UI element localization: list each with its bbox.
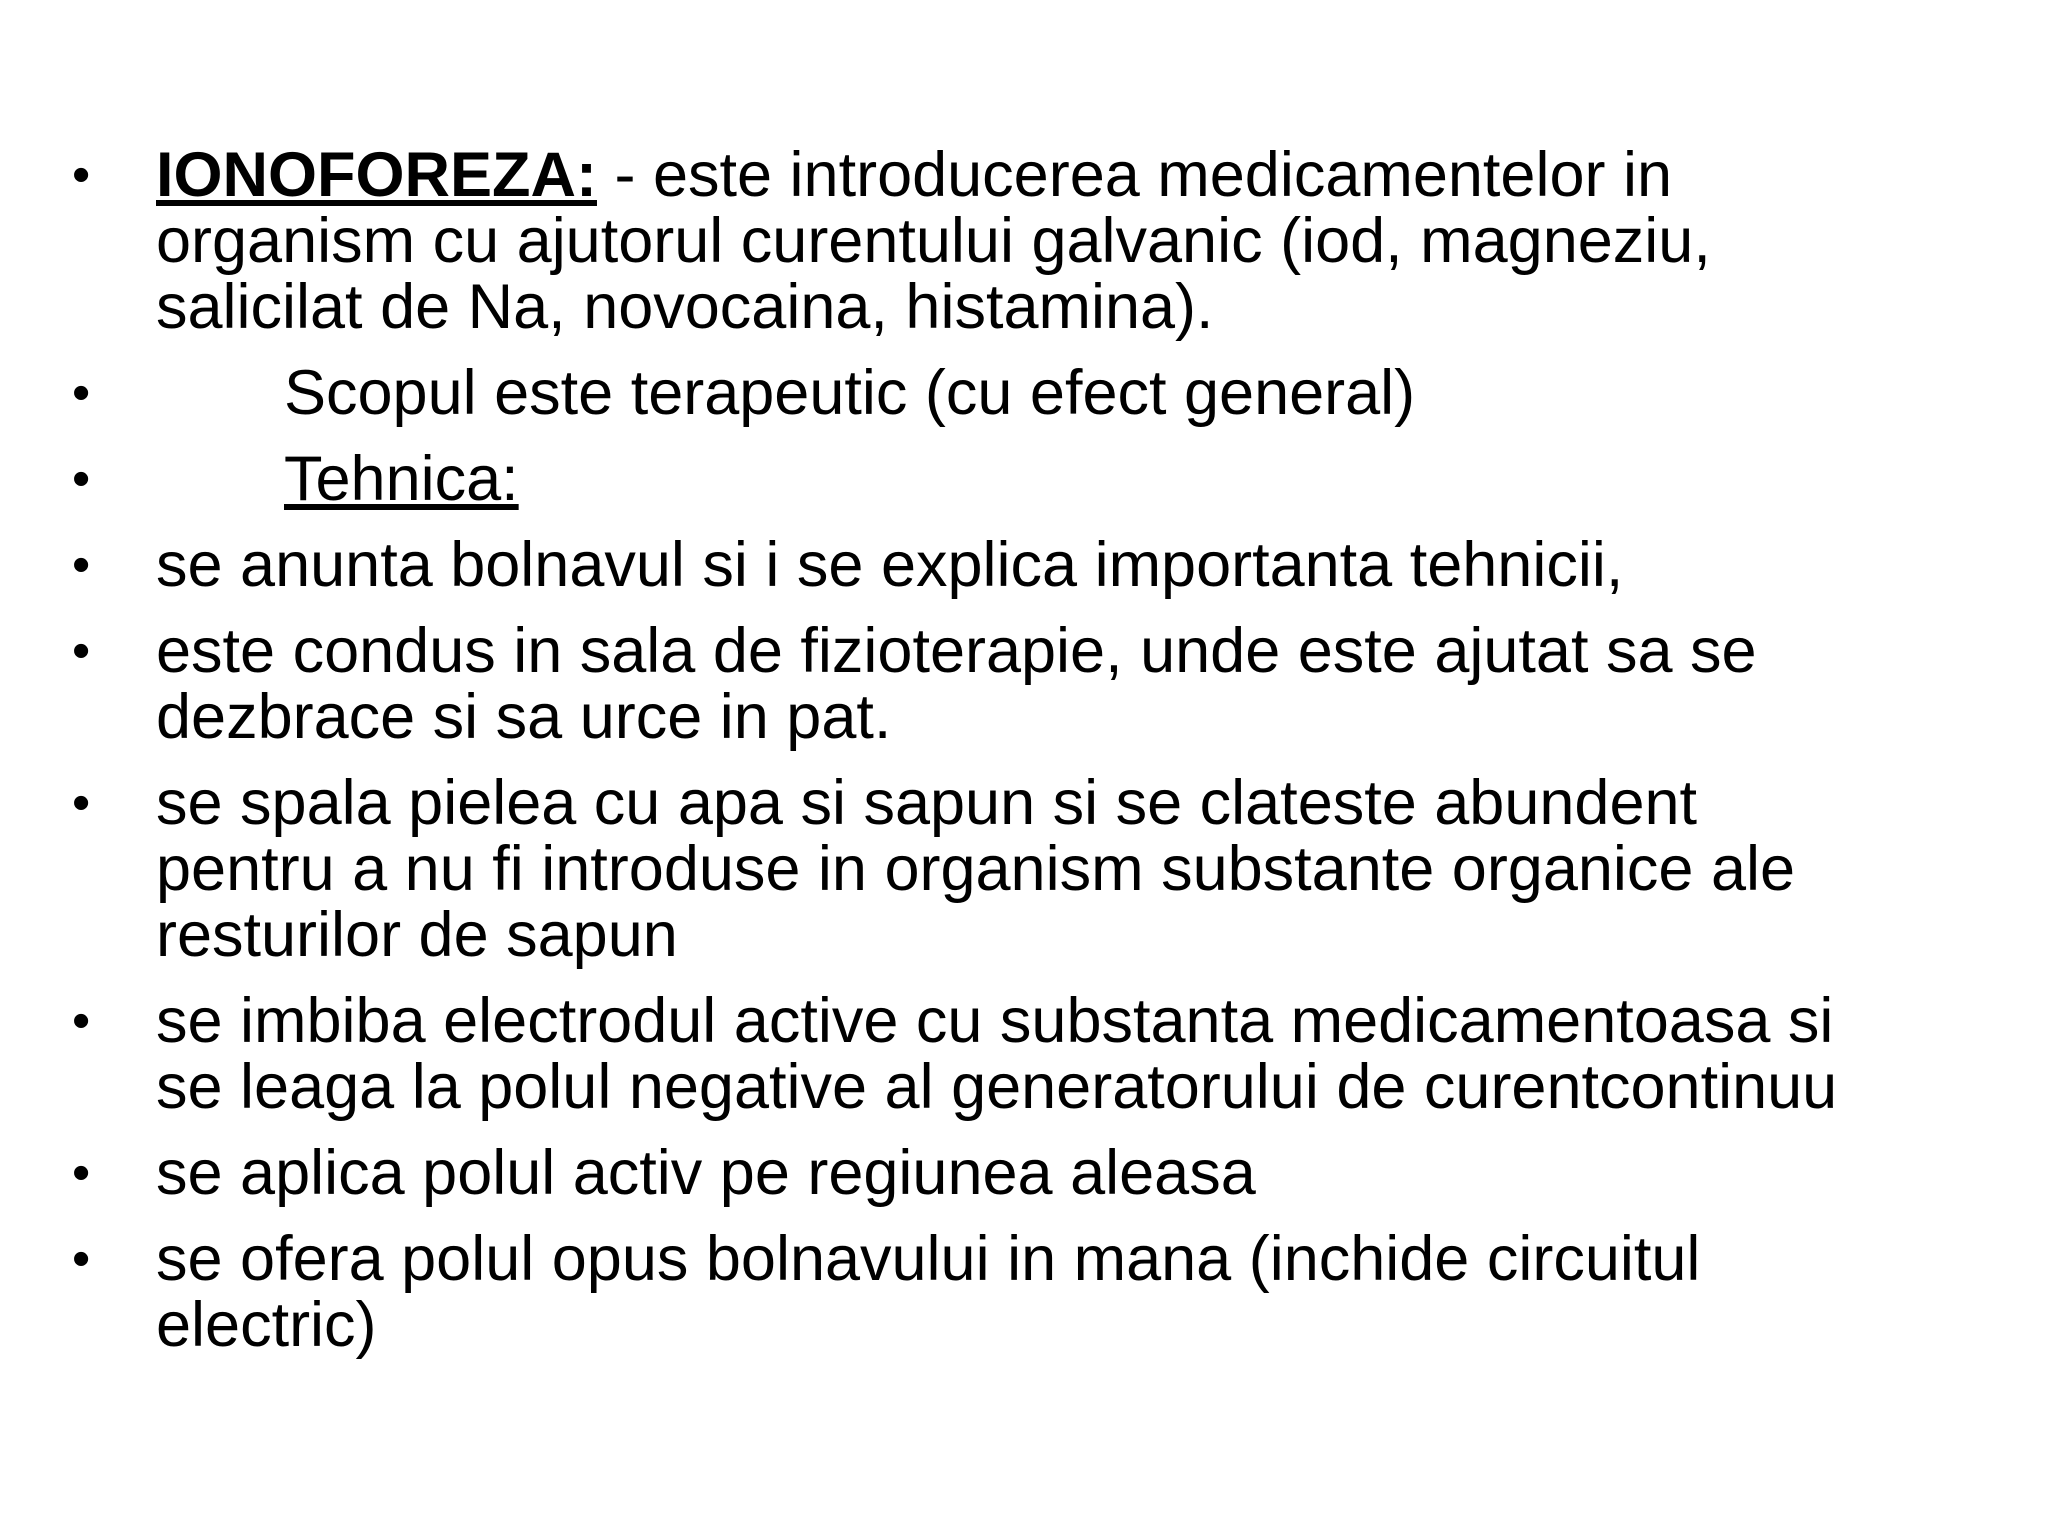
bullet-icon: •: [72, 992, 91, 1050]
bullet-item-condus: [72, 618, 2012, 750]
bullet-list: [72, 142, 2012, 1378]
bullet-item-tehnica: [72, 446, 2012, 512]
bullet-line: se spala pielea cu apa si sapun si se clateste abundent: [156, 768, 1698, 838]
bullet-line: se ofera polul opus bolnavului in mana (inchide circuitul: [156, 1224, 1701, 1294]
bullet-item-aplica: [72, 1140, 2012, 1206]
bullet-icon: •: [72, 146, 91, 204]
bullet-icon: •: [72, 774, 91, 832]
bullet-icon: •: [72, 364, 91, 422]
bullet-line: dezbrace si sa urce in pat.: [156, 682, 892, 752]
bullet-line: electric): [156, 1290, 377, 1360]
bullet-icon: •: [72, 1144, 91, 1202]
bullet-item-spala: [72, 770, 2012, 968]
bullet-line: se aplica polul activ pe regiunea aleasa: [156, 1138, 1256, 1208]
bullet-icon: •: [72, 450, 91, 508]
bullet-line: pentru a nu fi introduse in organism substante organice ale: [156, 834, 1796, 904]
bullet-line: Scopul este terapeutic (cu efect general): [284, 358, 1416, 428]
bullet-line: organism cu ajutorul curentului galvanic (iod, magneziu,: [156, 206, 1711, 276]
bullet-line: resturilor de sapun: [156, 900, 678, 970]
bullet-item-imbiba: [72, 988, 2012, 1120]
bullet-line: se anunta bolnavul si i se explica importanta tehnicii,: [156, 530, 1624, 600]
bullet-line: [156, 446, 2012, 512]
bullet-icon: •: [72, 622, 91, 680]
definition-text: - este introducerea medicamentelor in: [596, 140, 1673, 210]
bullet-line: salicilat de Na, novocaina, histamina).: [156, 272, 1214, 342]
bullet-item-ofera: [72, 1226, 2012, 1358]
bullet-line: este condus in sala de fizioterapie, unde este ajutat sa se: [156, 616, 1757, 686]
bullet-item-ionoforeza: [72, 142, 2012, 340]
bullet-line: se leaga la polul negative al generatorului de curentcontinuu: [156, 1052, 1838, 1122]
term-ionoforeza: IONOFOREZA:: [156, 140, 597, 210]
bullet-item-scopul: [72, 360, 2012, 426]
bullet-icon: •: [72, 536, 91, 594]
tehnica-heading: Tehnica:: [284, 444, 519, 514]
bullet-line: [156, 142, 2012, 208]
bullet-item-anunta: [72, 532, 2012, 598]
bullet-icon: •: [72, 1230, 91, 1288]
bullet-line: se imbiba electrodul active cu substanta medicamentoasa si: [156, 986, 1834, 1056]
